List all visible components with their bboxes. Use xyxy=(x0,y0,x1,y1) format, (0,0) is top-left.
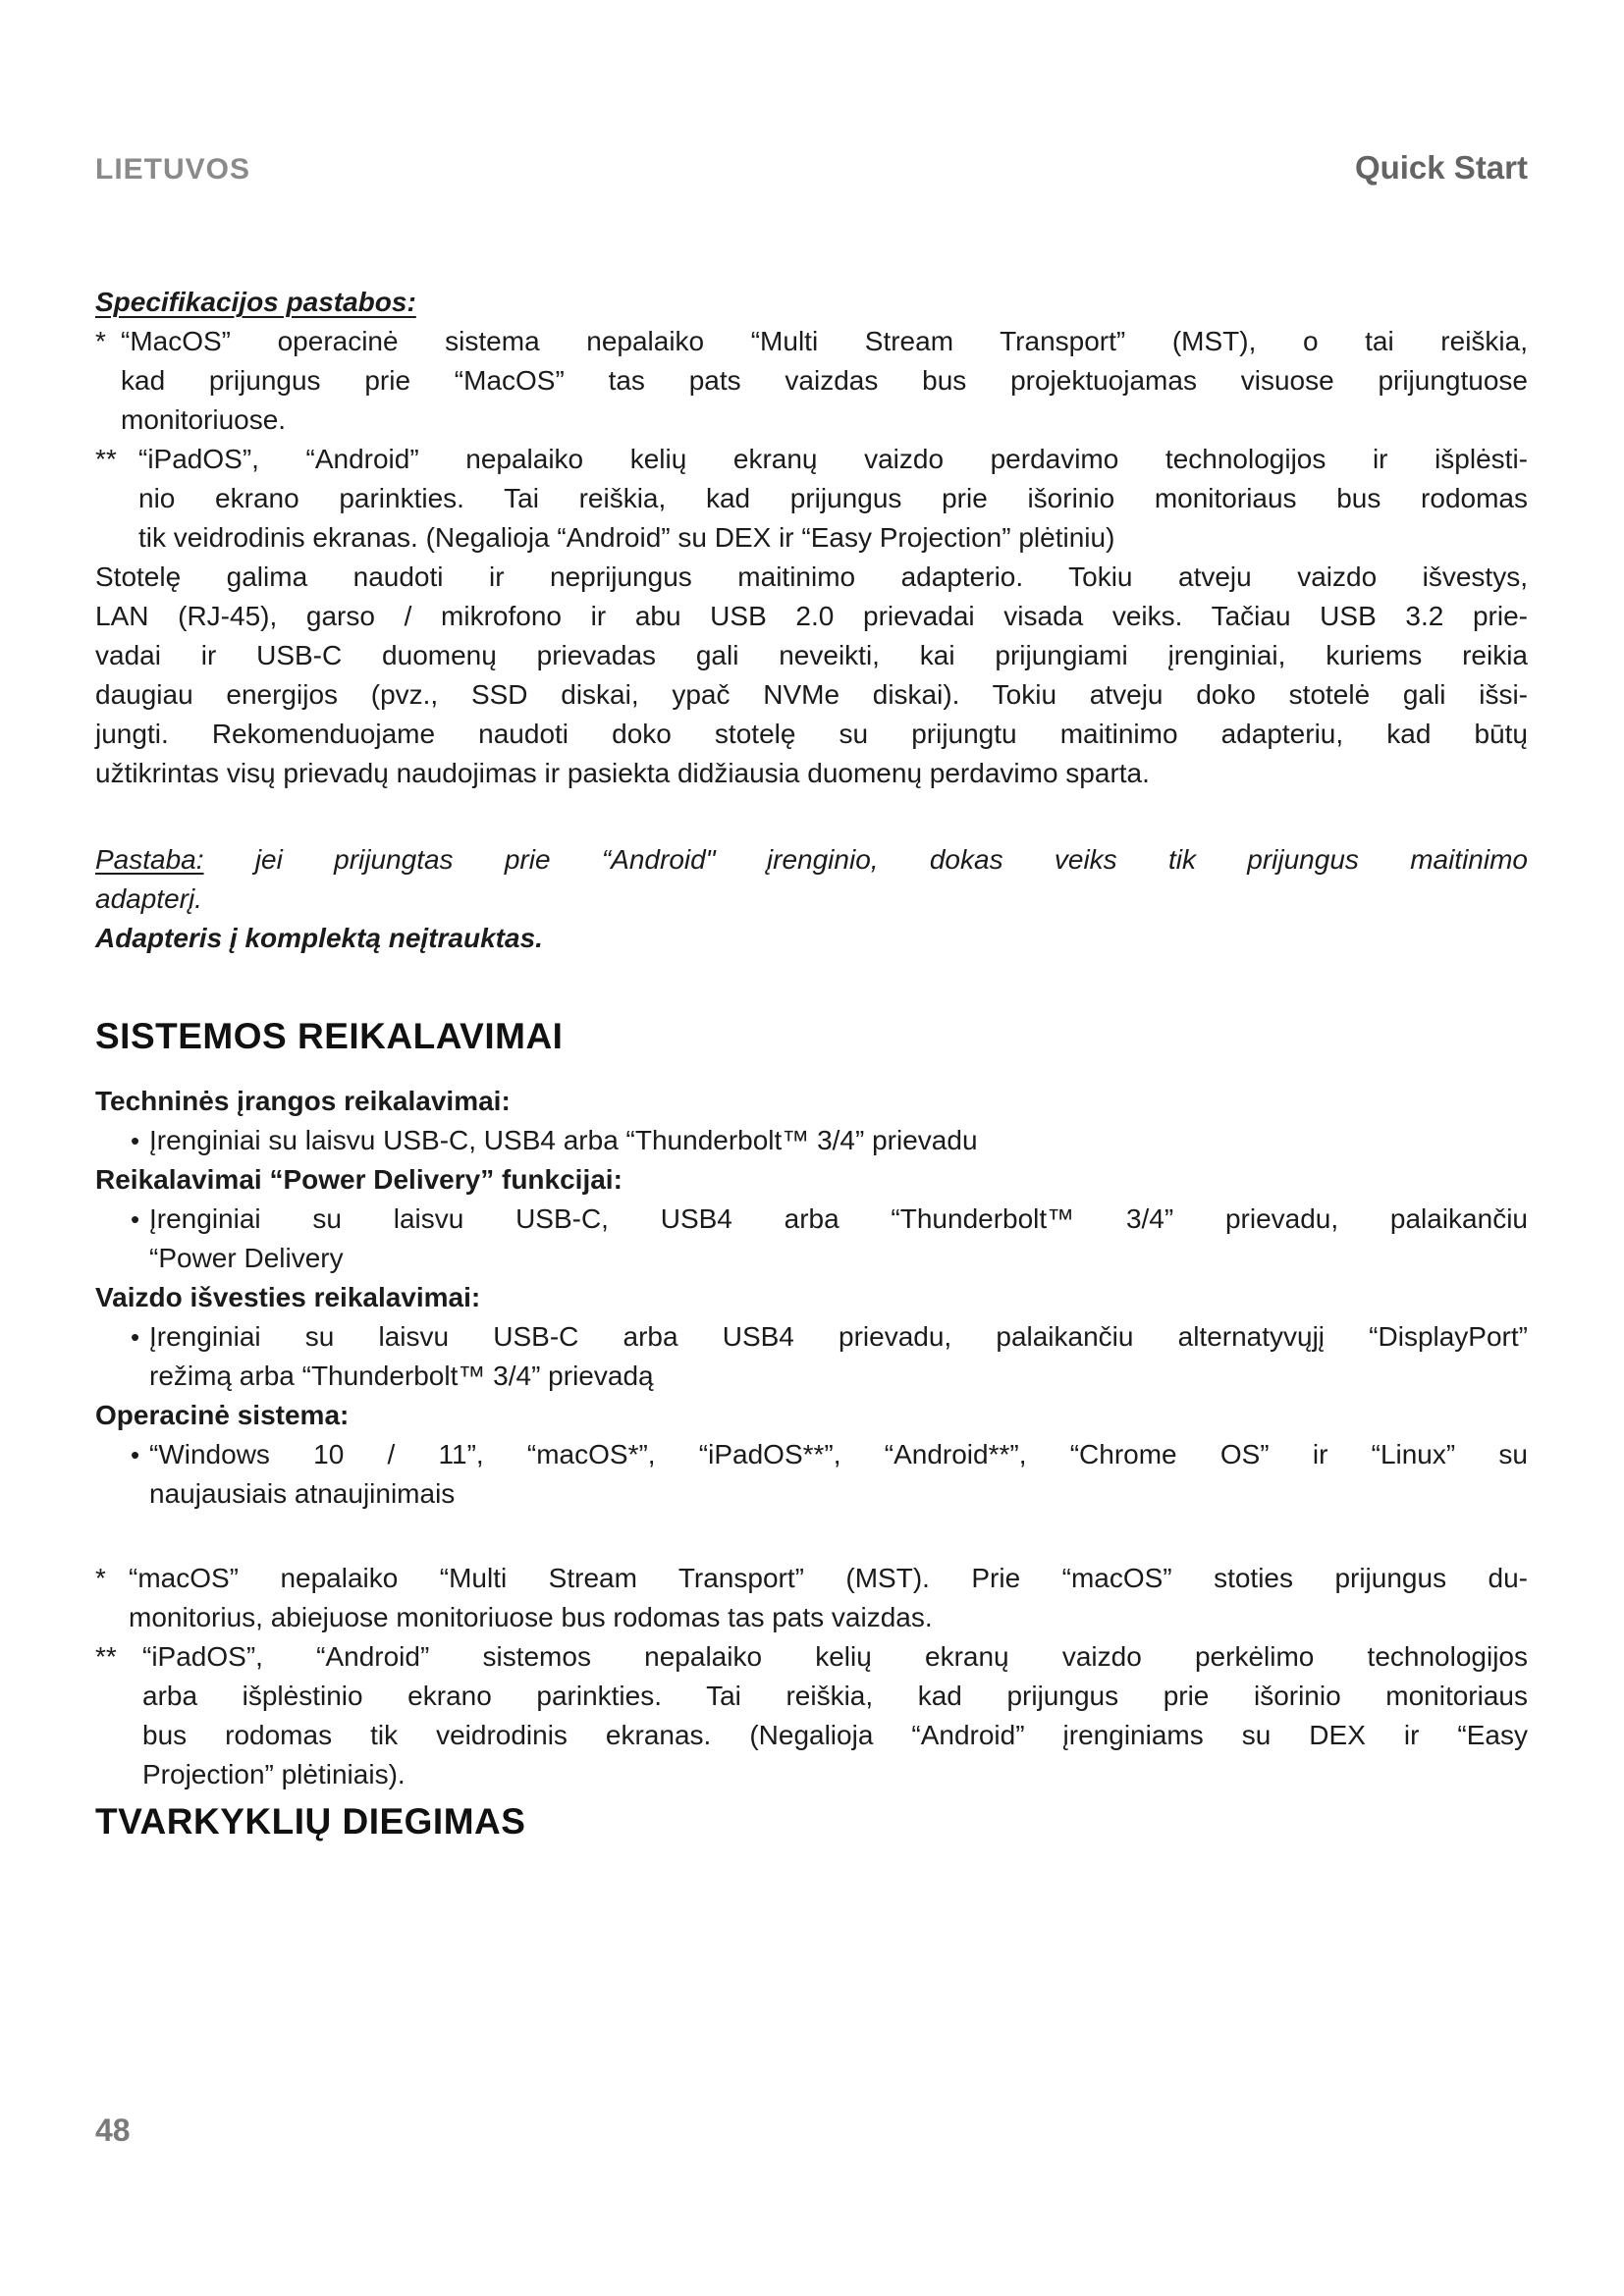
paragraph-line: jungti. Rekomenduojame naudoti doko stotelę su prijungtu maitinimo adapteriu, kad būtų xyxy=(95,719,1528,749)
page-header xyxy=(95,149,1528,187)
language-label: LIETUVOS xyxy=(95,153,251,186)
doc-title: Quick Start xyxy=(1354,149,1528,186)
power-delivery-requirements-bullet xyxy=(95,1200,1528,1278)
spec-notes-heading xyxy=(95,283,1528,322)
power-delivery-requirements-label: Reikalavimai “Power Delivery” funkcijai: xyxy=(95,1164,623,1195)
pastaba-label: Pastaba: xyxy=(95,844,204,875)
footnote-line: “macOS” nepalaiko “Multi Stream Transport” (MST). Prie “macOS” stoties prijungus du- xyxy=(129,1563,1528,1593)
bullet-line: Įrenginiai su laisvu USB-C, USB4 arba “Thunderbolt™ 3/4” prievadu xyxy=(149,1125,978,1155)
spec-notes-heading-text: Specifikacijos pastabos: xyxy=(95,287,416,317)
bullet-icon: • xyxy=(131,1204,140,1234)
video-output-requirements-label: Vaizdo išvesties reikalavimai: xyxy=(95,1282,481,1312)
footnote-marker: ** xyxy=(95,444,117,474)
bullet-line: “Power Delivery xyxy=(149,1243,344,1273)
hardware-requirements-bullet xyxy=(95,1121,1528,1160)
footnote-line: bus rodomas tik veidrodinis ekranas. (Negalioja “Android” įrenginiams su DEX ir “Easy xyxy=(142,1720,1528,1750)
pastaba-paragraph xyxy=(95,840,1528,958)
paragraph-line: užtikrintas visų prievadų naudojimas ir pasiekta didžiausia duomenų perdavimo sparta. xyxy=(95,758,1150,788)
footnote-macos-top xyxy=(95,322,1528,440)
footnote-line: “MacOS” operacinė sistema nepalaiko “Multi Stream Transport” (MST), o tai reiškia, xyxy=(121,326,1528,356)
pastaba-line: adapterį. xyxy=(95,883,202,914)
footnote-ipados-top xyxy=(95,440,1528,558)
adapter-not-included-line: Adapteris į komplektą neįtrauktas. xyxy=(95,923,543,953)
footnote-line: “iPadOS”, “Android” sistemos nepalaiko kelių ekranų vaizdo perkėlimo technologijos xyxy=(142,1641,1528,1672)
footnote-marker: * xyxy=(95,1563,106,1593)
page-content xyxy=(95,283,1528,1843)
footnote-line: Projection” plėtiniais). xyxy=(142,1759,406,1789)
video-output-requirements-bullet xyxy=(95,1317,1528,1396)
bullet-icon: • xyxy=(131,1440,140,1469)
footnote-line: monitorius, abiejuose monitoriuose bus rodomas tas pats vaizdas. xyxy=(129,1602,933,1632)
footnote-line: “iPadOS”, “Android” nepalaiko kelių ekranų vaizdo perdavimo technologijos ir išplėsti- xyxy=(138,444,1528,474)
footnote-line: tik veidrodinis ekranas. (Negalioja “Android” su DEX ir “Easy Projection” plėtiniu) xyxy=(138,522,1115,553)
footnote-macos-bottom xyxy=(95,1559,1528,1637)
footnote-line: arba išplėstinio ekrano parinkties. Tai reiškia, kad prijungus prie išorinio monitoriaus xyxy=(142,1681,1528,1711)
footnote-ipados-bottom xyxy=(95,1637,1528,1794)
system-requirements-heading: SISTEMOS REIKALAVIMAI xyxy=(95,1016,564,1056)
power-adapter-paragraph xyxy=(95,558,1528,793)
footnote-marker: * xyxy=(95,326,106,356)
operating-system-bullet xyxy=(95,1435,1528,1514)
bullet-icon: • xyxy=(131,1126,140,1155)
bullet-icon: • xyxy=(131,1322,140,1352)
paragraph-line: vadai ir USB-C duomenų prievadas gali neveikti, kai prijungiami įrenginiai, kuriems reikia xyxy=(95,640,1528,670)
paragraph-line: daugiau energijos (pvz., SSD diskai, ypač NVMe diskai). Tokiu atveju doko stotelė gali išsi- xyxy=(95,679,1528,710)
footnote-line: nio ekrano parinkties. Tai reiškia, kad prijungus prie išorinio monitoriaus bus rodomas xyxy=(138,483,1528,513)
pastaba-line-rest: jei prijungtas prie “Android" įrenginio, dokas veiks tik prijungus maitinimo xyxy=(203,844,1528,875)
footnote-line: monitoriuose. xyxy=(121,404,287,435)
bullet-line: Įrenginiai su laisvu USB-C, USB4 arba “Thunderbolt™ 3/4” prievadu, palaikančiu xyxy=(149,1203,1528,1234)
driver-installation-heading: TVARKYKLIŲ DIEGIMAS xyxy=(95,1801,526,1842)
bullet-line: Įrenginiai su laisvu USB-C arba USB4 prievadu, palaikančiu alternatyvųjį “DisplayPort” xyxy=(149,1321,1528,1352)
footnote-line: kad prijungus prie “MacOS” tas pats vaizdas bus projektuojamas visuose prijungtuose xyxy=(121,365,1528,396)
footnote-marker: ** xyxy=(95,1641,117,1672)
paragraph-line: LAN (RJ-45), garso / mikrofono ir abu USB 2.0 prievadai visada veiks. Tačiau USB 3.2 prie- xyxy=(95,601,1528,631)
operating-system-label: Operacinė sistema: xyxy=(95,1400,350,1430)
page-number: 48 xyxy=(95,2112,131,2148)
pastaba-line xyxy=(95,840,1528,880)
bullet-line: “Windows 10 / 11”, “macOS*”, “iPadOS**”, “Android**”, “Chrome OS” ir “Linux” su xyxy=(149,1439,1528,1469)
hardware-requirements-label: Techninės įrangos reikalavimai: xyxy=(95,1086,511,1116)
bullet-line: naujausiais atnaujinimais xyxy=(149,1478,456,1509)
paragraph-line: Stotelę galima naudoti ir neprijungus maitinimo adapterio. Tokiu atveju vaizdo išvestys, xyxy=(95,561,1528,592)
bottom-footnotes xyxy=(95,1559,1528,1794)
bullet-line: režimą arba “Thunderbolt™ 3/4” prievadą xyxy=(149,1361,654,1391)
